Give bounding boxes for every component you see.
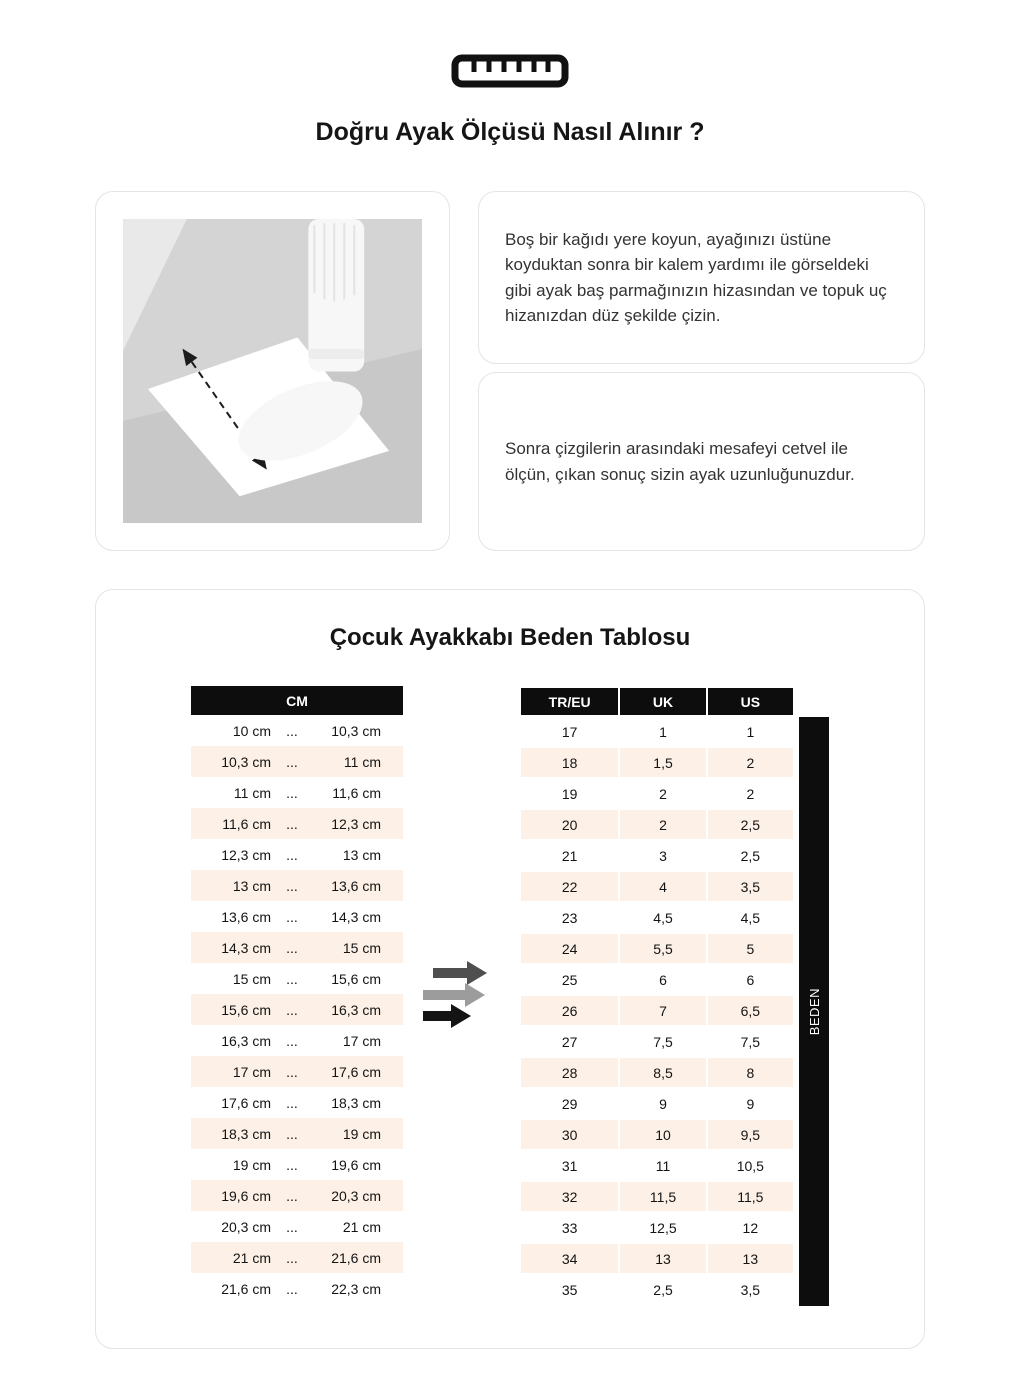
table-row [191, 1211, 403, 1242]
range-separator: ... [286, 877, 298, 894]
size-conversion-table [519, 686, 795, 1306]
cm-value-min: 16,3 cm [221, 1032, 271, 1049]
size-value: 2,5 [707, 840, 794, 871]
size-value: 11,5 [619, 1181, 706, 1212]
cm-value-max: 16,3 cm [331, 1001, 381, 1018]
cm-value-max: 19,6 cm [331, 1156, 381, 1173]
cm-value-max: 11,6 cm [332, 784, 381, 801]
table-row [520, 871, 794, 902]
size-value: 13 [707, 1243, 794, 1274]
size-value: 7,5 [619, 1026, 706, 1057]
range-separator: ... [286, 1249, 298, 1266]
size-tables-row [96, 686, 924, 1306]
table-row [191, 777, 403, 808]
table-row [520, 933, 794, 964]
size-value: 3 [619, 840, 706, 871]
size-value: 6 [707, 964, 794, 995]
foot-on-paper-photo [123, 219, 422, 523]
range-separator: ... [286, 784, 298, 801]
size-value: 20 [520, 809, 619, 840]
cm-value-min: 10 cm [232, 722, 271, 739]
size-value: 35 [520, 1274, 619, 1305]
cm-value-max: 17 cm [342, 1032, 381, 1049]
size-column-header: UK [619, 687, 706, 716]
size-column-header: US [707, 687, 794, 716]
cm-value-max: 10,3 cm [331, 722, 381, 739]
size-table-card [95, 589, 925, 1349]
cm-value-min: 13,6 cm [221, 908, 271, 925]
range-separator: ... [286, 815, 298, 832]
size-value: 24 [520, 933, 619, 964]
instruction-step-1 [478, 191, 925, 364]
table-row [520, 1026, 794, 1057]
table-row [191, 715, 403, 746]
table-row [191, 1025, 403, 1056]
instruction-step-2-text: Sonra çizgilerin arasındaki mesafeyi cetvel ile ölçün, çıkan sonuç sizin ayak uzunluğunuzdur. [505, 439, 855, 484]
range-separator: ... [286, 1094, 298, 1111]
cm-value-max: 22,3 cm [331, 1280, 381, 1297]
table-row [520, 716, 794, 747]
size-column-header: TR/EU [520, 687, 619, 716]
table-row [520, 1181, 794, 1212]
size-value: 1 [707, 716, 794, 747]
size-value: 5,5 [619, 933, 706, 964]
conversion-arrows-icon [421, 961, 501, 1031]
range-separator: ... [286, 1063, 298, 1080]
size-value: 2 [707, 778, 794, 809]
cm-value-max: 18,3 cm [331, 1094, 381, 1111]
cm-value-max: 21 cm [342, 1218, 381, 1235]
range-separator: ... [286, 939, 298, 956]
cm-value-min: 17,6 cm [221, 1094, 271, 1111]
size-value: 7,5 [707, 1026, 794, 1057]
size-value: 25 [520, 964, 619, 995]
cm-value-max: 13,6 cm [331, 877, 381, 894]
size-value: 29 [520, 1088, 619, 1119]
range-separator: ... [286, 1218, 298, 1235]
ruler-icon [0, 52, 1020, 90]
size-value: 31 [520, 1150, 619, 1181]
size-value: 4,5 [619, 902, 706, 933]
table-row [520, 964, 794, 995]
size-value: 23 [520, 902, 619, 933]
foot-measurement-photo-card [95, 191, 450, 551]
cm-table [191, 686, 403, 1304]
size-value: 28 [520, 1057, 619, 1088]
page-title: Doğru Ayak Ölçüsü Nasıl Alınır ? [315, 118, 705, 146]
size-value: 2,5 [707, 809, 794, 840]
cm-table-body [191, 715, 403, 1304]
range-separator: ... [286, 1032, 298, 1049]
cm-value-min: 21,6 cm [221, 1280, 271, 1297]
size-value: 3,5 [707, 871, 794, 902]
range-separator: ... [286, 1001, 298, 1018]
size-value: 2,5 [619, 1274, 706, 1305]
size-value: 4 [619, 871, 706, 902]
size-value: 6 [619, 964, 706, 995]
cm-value-min: 19 cm [232, 1156, 271, 1173]
size-value: 9 [707, 1088, 794, 1119]
range-separator: ... [286, 753, 298, 770]
size-value: 33 [520, 1212, 619, 1243]
size-value: 2 [619, 809, 706, 840]
measurement-instructions-section [95, 191, 925, 551]
range-separator: ... [286, 722, 298, 739]
cm-value-min: 14,3 cm [221, 939, 271, 956]
size-value: 26 [520, 995, 619, 1026]
cm-value-max: 15 cm [342, 939, 381, 956]
table-row [191, 994, 403, 1025]
cm-value-min: 21 cm [232, 1249, 271, 1266]
instruction-step-2 [478, 372, 925, 551]
beden-label-text: BEDEN [806, 987, 822, 1036]
range-separator: ... [286, 908, 298, 925]
cm-value-min: 17 cm [232, 1063, 271, 1080]
size-value: 21 [520, 840, 619, 871]
size-value: 30 [520, 1119, 619, 1150]
cm-value-max: 21,6 cm [331, 1249, 381, 1266]
size-value: 8,5 [619, 1057, 706, 1088]
size-value: 19 [520, 778, 619, 809]
cm-table-header: CM [191, 686, 403, 715]
cm-value-min: 18,3 cm [221, 1125, 271, 1142]
size-value: 12,5 [619, 1212, 706, 1243]
table-row [520, 840, 794, 871]
cm-value-min: 13 cm [232, 877, 271, 894]
table-row [520, 1119, 794, 1150]
table-row [191, 839, 403, 870]
table-row [191, 1056, 403, 1087]
instruction-step-1-text: Boş bir kağıdı yere koyun, ayağınızı üstüne koyduktan sonra bir kalem yardımı ile görseldeki gibi ayak baş parmağınızın hizasından ve topuk uç hizanızdan düz şekilde çizin. [505, 229, 887, 325]
table-row [520, 1088, 794, 1119]
cm-value-min: 19,6 cm [221, 1187, 271, 1204]
table-row [191, 1118, 403, 1149]
size-value: 12 [707, 1212, 794, 1243]
table-row [191, 1087, 403, 1118]
cm-value-max: 14,3 cm [331, 908, 381, 925]
table-row [520, 1274, 794, 1305]
size-value: 1,5 [619, 747, 706, 778]
table-row [191, 932, 403, 963]
range-separator: ... [286, 1125, 298, 1142]
size-table-body [520, 716, 794, 1305]
range-separator: ... [286, 970, 298, 987]
size-value: 17 [520, 716, 619, 747]
size-value: 22 [520, 871, 619, 902]
cm-value-max: 15,6 cm [331, 970, 381, 987]
size-value: 1 [619, 716, 706, 747]
size-value: 7 [619, 995, 706, 1026]
cm-value-min: 15,6 cm [221, 1001, 271, 1018]
range-separator: ... [286, 846, 298, 863]
size-value: 8 [707, 1057, 794, 1088]
range-separator: ... [286, 1187, 298, 1204]
size-value: 2 [707, 747, 794, 778]
size-value: 27 [520, 1026, 619, 1057]
instructions-column [478, 191, 925, 551]
table-row [520, 778, 794, 809]
table-row [191, 1273, 403, 1304]
size-value: 9,5 [707, 1119, 794, 1150]
range-separator: ... [286, 1156, 298, 1173]
cm-value-min: 11 cm [233, 784, 271, 801]
cm-value-min: 20,3 cm [221, 1218, 271, 1235]
table-row [520, 902, 794, 933]
cm-value-max: 13 cm [342, 846, 381, 863]
size-value: 3,5 [707, 1274, 794, 1305]
table-row [520, 1212, 794, 1243]
cm-value-max: 12,3 cm [331, 815, 381, 832]
cm-value-max: 11 cm [343, 753, 381, 770]
size-value: 6,5 [707, 995, 794, 1026]
size-value: 10,5 [707, 1150, 794, 1181]
size-value: 13 [619, 1243, 706, 1274]
size-value: 34 [520, 1243, 619, 1274]
table-row [191, 808, 403, 839]
size-value: 32 [520, 1181, 619, 1212]
beden-vertical-label [799, 717, 829, 1306]
table-row [520, 995, 794, 1026]
table-row [520, 1150, 794, 1181]
size-value: 2 [619, 778, 706, 809]
cm-value-max: 19 cm [342, 1125, 381, 1142]
size-value: 18 [520, 747, 619, 778]
table-row [520, 1057, 794, 1088]
size-value: 11,5 [707, 1181, 794, 1212]
table-row [191, 963, 403, 994]
table-row [191, 1242, 403, 1273]
range-separator: ... [286, 1280, 298, 1297]
size-value: 9 [619, 1088, 706, 1119]
size-table-header-row [520, 687, 794, 716]
cm-value-min: 11,6 cm [222, 815, 271, 832]
table-row [520, 1243, 794, 1274]
table-row [191, 1180, 403, 1211]
cm-value-max: 20,3 cm [331, 1187, 381, 1204]
cm-value-min: 15 cm [232, 970, 271, 987]
size-value: 10 [619, 1119, 706, 1150]
cm-value-min: 10,3 cm [221, 753, 271, 770]
size-value: 4,5 [707, 902, 794, 933]
table-row [191, 1149, 403, 1180]
table-row [191, 901, 403, 932]
size-value: 5 [707, 933, 794, 964]
cm-value-min: 12,3 cm [221, 846, 271, 863]
size-value: 11 [619, 1150, 706, 1181]
cm-table-header-row [191, 686, 403, 715]
size-table-title: Çocuk Ayakkabı Beden Tablosu [329, 624, 691, 651]
table-row [520, 809, 794, 840]
table-row [191, 746, 403, 777]
table-row [191, 870, 403, 901]
table-row [520, 747, 794, 778]
cm-value-max: 17,6 cm [331, 1063, 381, 1080]
